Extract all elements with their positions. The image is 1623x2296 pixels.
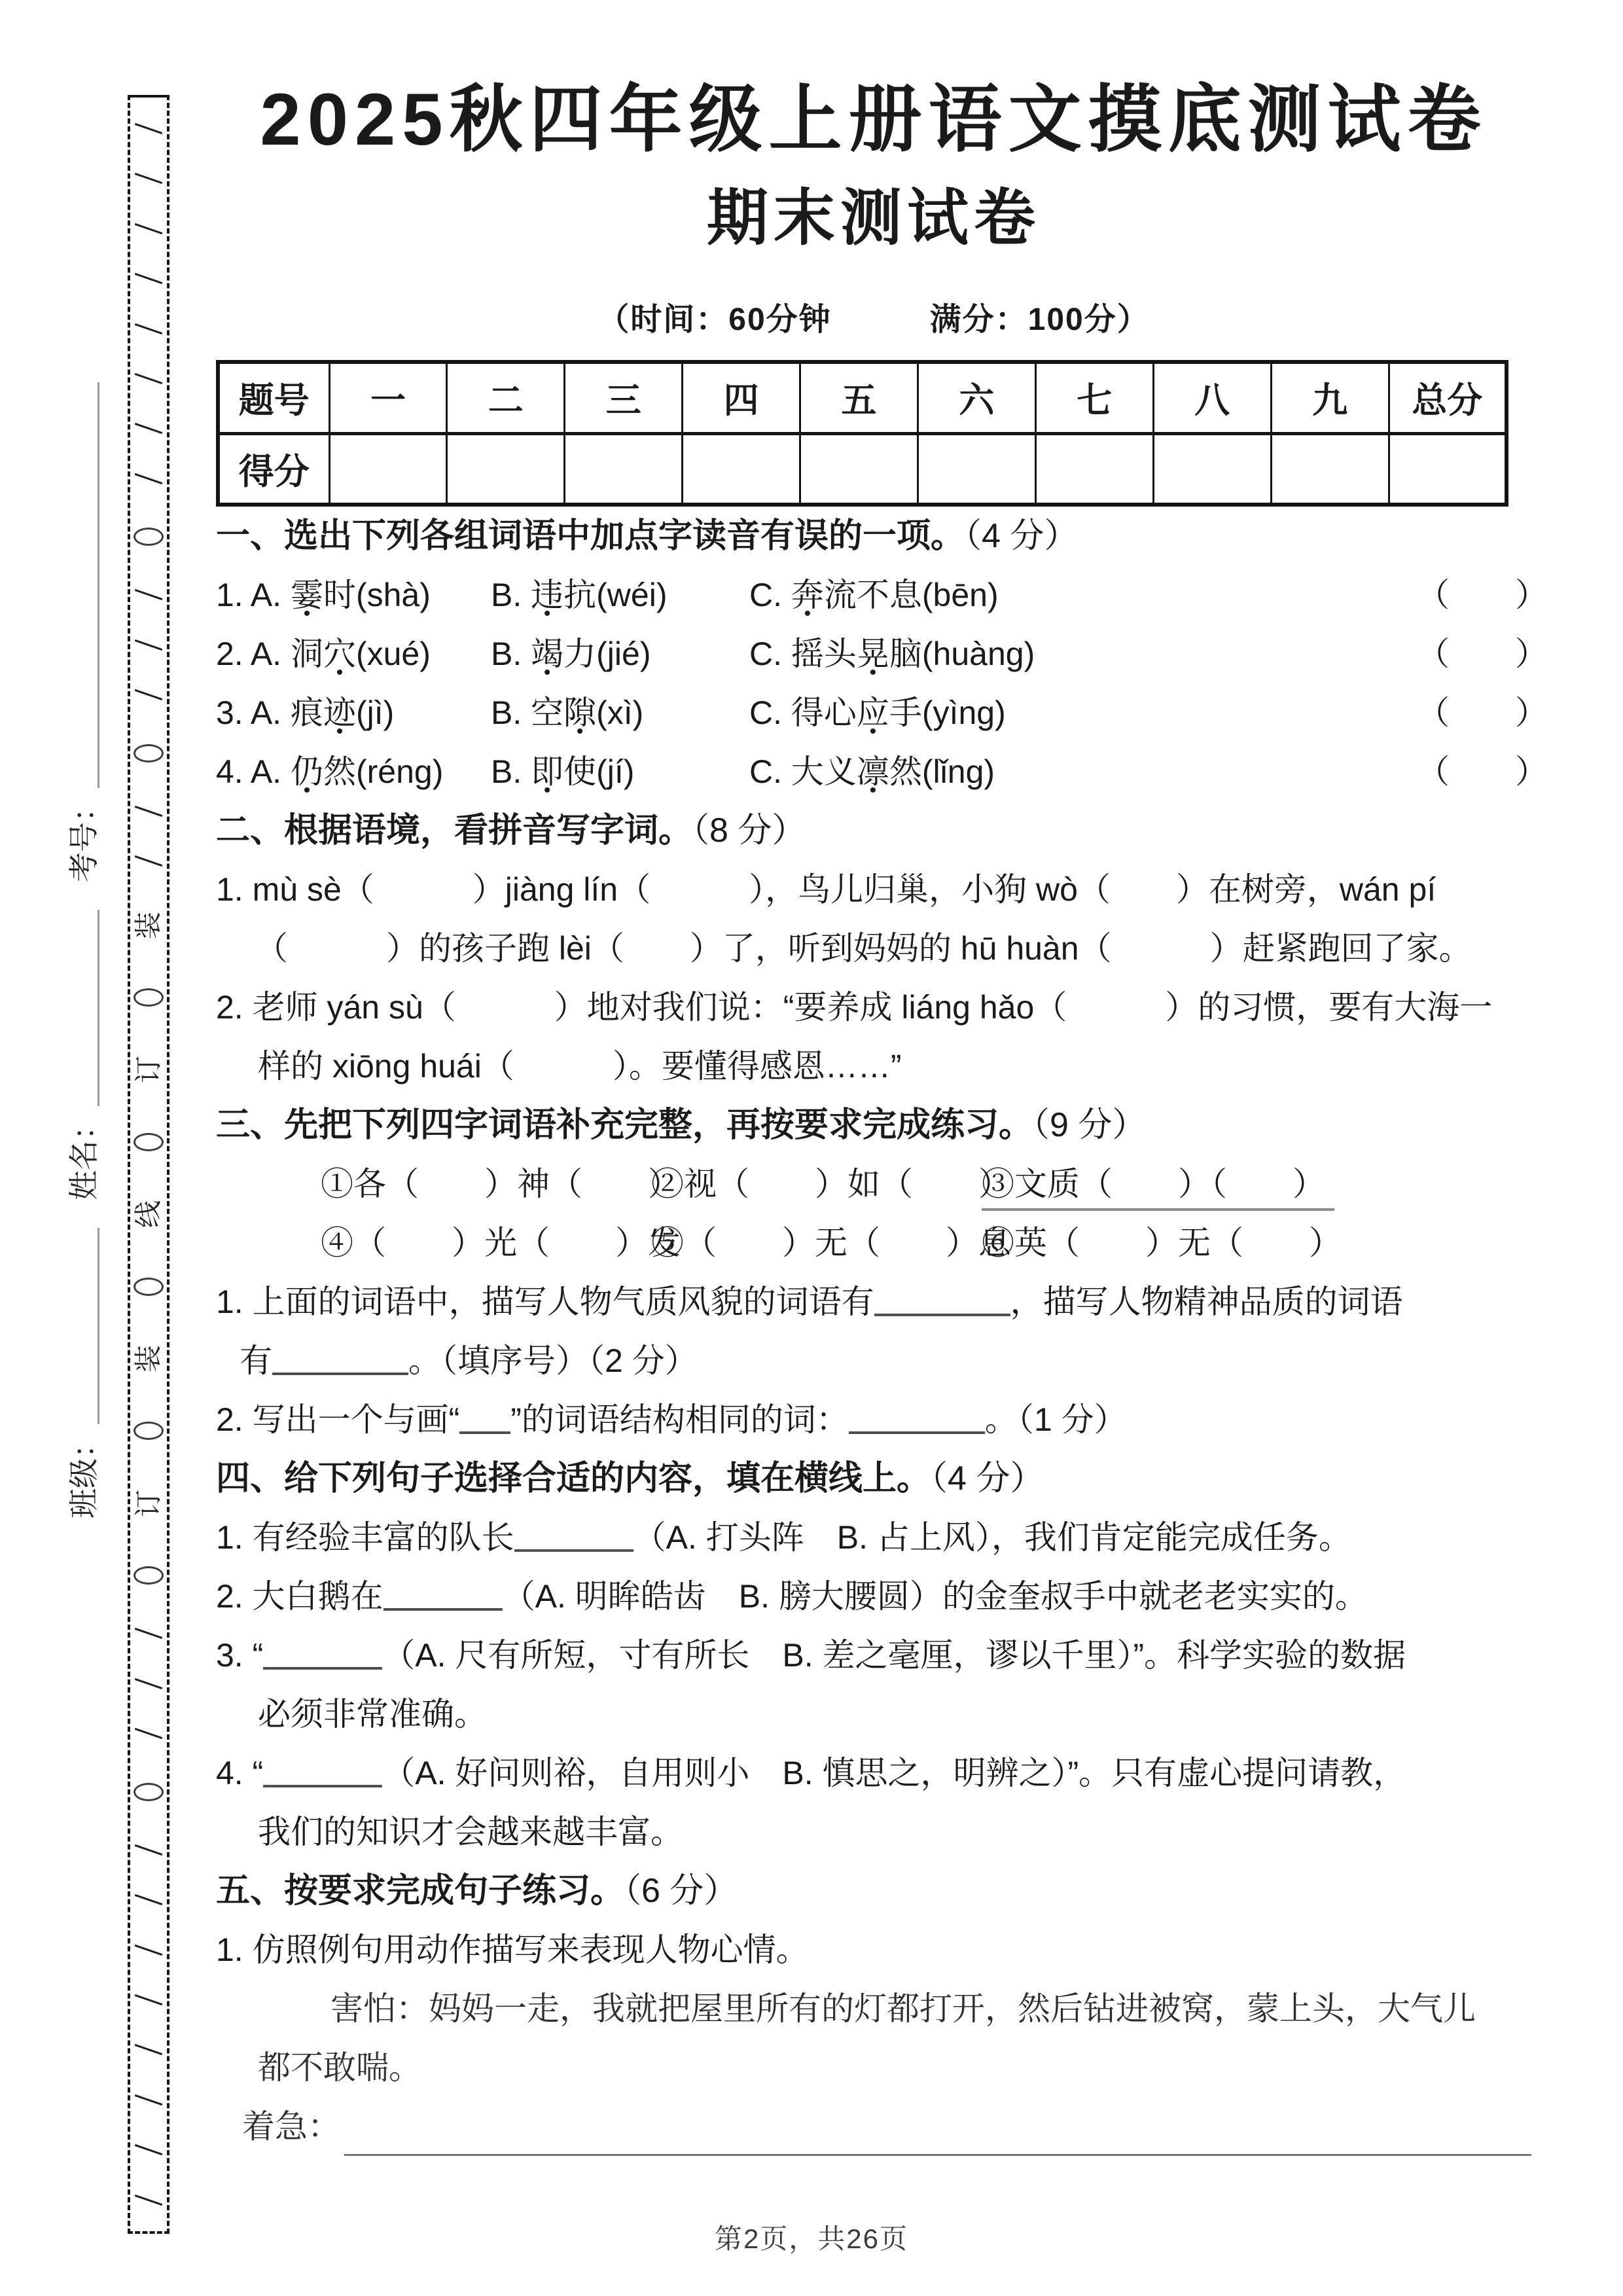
blank-line: [263, 1638, 382, 1670]
strip-seal-char: 装: [132, 1344, 164, 1372]
idiom-item: ⑤（ ）无（ ）息: [651, 1225, 1011, 1261]
blank-line: [272, 1344, 408, 1375]
option-b: B. 空隙(xì): [491, 694, 644, 731]
score-table-header-cell: 七: [1035, 362, 1153, 433]
strip-slash-mark: [135, 173, 163, 184]
strip-slash-mark: [135, 1678, 163, 1689]
score-cell-empty: [1153, 433, 1271, 505]
score-cell-empty: [565, 433, 683, 505]
field-write-line: [69, 910, 99, 1106]
score-table-header-cell: 三: [565, 362, 683, 433]
dotted-char: 违: [531, 577, 564, 613]
section-three-points: （9 分）: [1033, 1106, 1147, 1144]
section-four-title: 四、给下列句子选择合适的内容，填在横线上。: [216, 1460, 931, 1498]
score-row-label: 得分: [218, 433, 329, 505]
question-line: 4. “ （A. 好问则裕，自用则小 B. 慎思之，明辨之）”。只有虚心提问请教，: [216, 1755, 1406, 1791]
dotted-char: 穴: [323, 636, 356, 672]
dotted-char: 凛: [856, 753, 889, 790]
score-table-header-cell: 总分: [1389, 362, 1507, 433]
option-b: B. 竭力(jié): [491, 636, 651, 672]
section-two-lines: [216, 860, 1531, 1096]
score-table: [216, 360, 1508, 507]
option-a: 1. A. 霎时(shà): [216, 577, 431, 613]
idiom-item: ②视（ ）如（ ）: [651, 1166, 1011, 1202]
score-cell-empty: [1389, 433, 1507, 505]
section-five-title: 五、按要求完成句子练习。: [216, 1872, 625, 1910]
idiom-item: ①各（ ）神（ ）: [321, 1166, 681, 1202]
option-c: C. 得心应手(yìng): [749, 694, 1006, 731]
strip-slash-mark: [135, 273, 163, 284]
dotted-char: 晃: [856, 636, 889, 672]
section-four-lines: [216, 1508, 1531, 1861]
section-five-points: （6 分）: [624, 1872, 738, 1910]
strip-slash-mark: [135, 123, 163, 134]
blank-line: [263, 1756, 382, 1787]
section-one-rows: [216, 565, 1548, 801]
question-line: 1. mù sè（ ）jiàng lín（ ），鸟儿归巢，小狗 wò（ ）在树旁，wán pí: [216, 871, 1436, 908]
score-table-header-cell: 九: [1271, 362, 1389, 433]
section-one-title: 一、选出下列各组词语中加点字读音有误的一项。: [216, 517, 965, 555]
strip-circle: [134, 1783, 164, 1801]
exam-title: 2025秋四年级上册语文摸底测试卷: [260, 79, 1488, 160]
dotted-char: 竭: [531, 636, 564, 672]
exam-subtitle: 期末测试卷: [706, 183, 1041, 252]
blank-line: [874, 1285, 1010, 1316]
idiom-item: ⑥英（ ）无（ ）: [982, 1225, 1342, 1261]
example-sentence-line1: 害怕：妈妈一走，我就把屋里所有的灯都打开，然后钻进被窝，蒙上头，大气儿: [330, 1990, 1476, 2027]
option-c: C. 大义凛然(lǐng): [749, 753, 995, 790]
question-row: [216, 624, 1548, 683]
score-table-header-cell: 二: [447, 362, 565, 433]
dotted-char: 即: [531, 753, 564, 790]
dotted-char: 隙: [563, 694, 597, 731]
strip-seal-char: 装: [132, 911, 164, 939]
score-table-header-row: [218, 362, 1507, 433]
section-two-title: 二、根据语境，看拼音写字词。: [216, 812, 693, 850]
idiom-blanks-row-1: [216, 1155, 1531, 1213]
strip-slash-mark: [135, 1894, 163, 1905]
section-two-points: （8 分）: [692, 812, 806, 850]
question-line: 1. 有经验丰富的队长 （A. 打头阵 B. 占上风），我们肯定能完成任务。: [216, 1519, 1351, 1556]
field-write-line: [69, 382, 99, 788]
section-three-q1-line1: 1. 上面的词语中，描写人物气质风貌的词语有 ，描写人物精神品质的词语: [216, 1283, 1403, 1320]
strip-slash-mark: [135, 1728, 163, 1739]
student-info-fields: [63, 288, 148, 1518]
option-b: B. 即使(jí): [491, 753, 635, 790]
score-table-header-cell: 四: [683, 362, 800, 433]
section-five-item1: 1. 仿照例句用动作描写来表现人物心情。: [216, 1931, 809, 1968]
dotted-char: 应: [856, 694, 889, 731]
exam-content: [216, 0, 1548, 2156]
question-row: [216, 742, 1548, 801]
section-five-heading: [216, 1861, 1531, 1920]
strip-slash-mark: [135, 2194, 163, 2205]
strip-slash-mark: [135, 2144, 163, 2155]
score-cell-empty: [447, 433, 565, 505]
strip-slash-mark: [135, 2094, 163, 2106]
question-line: 我们的知识才会越来越丰富。: [258, 1814, 683, 1850]
dotted-char: 霎: [290, 577, 323, 613]
section-three-q1-line2: 有 。（填序号）（2 分）: [240, 1342, 698, 1379]
section-one-heading: [216, 507, 1531, 565]
question-line: （ ）的孩子跑 lèi（ ）了，听到妈妈的 hū huàn（ ）赶紧跑回了家。: [255, 930, 1472, 967]
field-label: 班级：: [67, 1428, 101, 1518]
strip-seal-char: 订: [132, 1056, 164, 1084]
score-table-header-cell: 六: [918, 362, 1035, 433]
section-three-title: 三、先把下列四字词语补充完整，再按要求完成练习。: [216, 1106, 1033, 1144]
strip-slash-mark: [135, 1945, 163, 1956]
dotted-char: 仍: [290, 753, 323, 790]
dotted-char: 迹: [323, 694, 356, 731]
answer-paren: （ ）: [1417, 636, 1548, 672]
idiom-blanks-row-2: [216, 1213, 1531, 1272]
section-two-heading: [216, 801, 1531, 860]
answer-paren: （ ）: [1417, 577, 1548, 613]
field-label: 考号：: [67, 792, 101, 882]
field-label: 姓名：: [67, 1110, 101, 1200]
answer-blank-line: [344, 2104, 1531, 2156]
score-cell-empty: [329, 433, 447, 505]
dotted-char: 奔: [791, 577, 824, 613]
blank-line: [514, 1520, 633, 1552]
score-cell-empty: [1035, 433, 1153, 505]
blank-line: [459, 1403, 510, 1434]
strip-slash-mark: [135, 1628, 163, 1639]
question-line: 3. “ （A. 尺有所短，寸有所长 B. 差之毫厘，谬以千里）”。科学实验的数据: [216, 1637, 1406, 1674]
score-cell-empty: [683, 433, 800, 505]
idiom-item: ④（ ）光（ ）发: [321, 1225, 681, 1261]
score-table-header-cell: 五: [800, 362, 918, 433]
question-row: [216, 565, 1548, 624]
strip-slash-mark: [135, 1994, 163, 2005]
strip-slash-mark: [135, 1844, 163, 1856]
section-three-heading: [216, 1096, 1531, 1155]
score-table-header-cell: 八: [1153, 362, 1271, 433]
option-a: 2. A. 洞穴(xué): [216, 636, 431, 672]
blank-line: [849, 1403, 985, 1434]
strip-slash-mark: [135, 2044, 163, 2055]
example-sentence-line2: 都不敢喘。: [258, 2049, 421, 2086]
answer-paren: （ ）: [1417, 694, 1548, 731]
score-cell-empty: [1271, 433, 1389, 505]
option-b: B. 违抗(wéi): [491, 577, 668, 613]
option-a: 4. A. 仍然(réng): [216, 753, 444, 790]
question-line: 必须非常准确。: [258, 1696, 487, 1732]
question-row: [216, 683, 1548, 742]
exam-time-score-line: （时间：60分钟 满分：100分）: [597, 302, 1150, 337]
idiom-item-underlined: ③文质（ ）（ ）: [982, 1155, 1334, 1211]
score-table-header-cell: 一: [329, 362, 447, 433]
question-line: 2. 老师 yán sù（ ）地对我们说：“要养成 liáng hǎo（ ）的习惯，要有大海一: [216, 989, 1493, 1026]
footer-page-number: 第2页，共26页: [714, 2223, 909, 2254]
section-three-q2: 2. 写出一个与画“ ”的词语结构相同的词： 。（1 分）: [216, 1401, 1127, 1438]
strip-seal-char: 线: [132, 1200, 164, 1229]
student-info-row: [63, 288, 105, 1518]
answer-prompt-label: 着急：: [242, 2108, 340, 2145]
strip-slash-mark: [135, 223, 163, 234]
field-write-line: [69, 1228, 99, 1424]
score-table-header-cell: 题号: [218, 362, 329, 433]
answer-prompt-line: [216, 2097, 1531, 2156]
answer-paren: （ ）: [1417, 753, 1548, 790]
option-a: 3. A. 痕迹(jì): [216, 694, 395, 731]
score-cell-empty: [800, 433, 918, 505]
option-c: C. 奔流不息(bēn): [749, 577, 999, 613]
strip-circle: [134, 1566, 164, 1585]
option-c: C. 摇头晃脑(huàng): [749, 636, 1035, 672]
question-line: 样的 xiōng huái（ ）。要懂得感恩……”: [258, 1048, 902, 1085]
section-one-points: （4 分）: [965, 517, 1079, 555]
score-cell-empty: [918, 433, 1035, 505]
blank-line: [383, 1579, 503, 1611]
question-line: 2. 大白鹅在 （A. 明眸皓齿 B. 膀大腰圆）的金奎叔手中就老老实实的。: [216, 1578, 1368, 1615]
strip-seal-char: 订: [132, 1489, 164, 1517]
score-table-score-row: [218, 433, 1507, 505]
section-four-points: （4 分）: [931, 1460, 1044, 1498]
section-four-heading: [216, 1449, 1531, 1508]
